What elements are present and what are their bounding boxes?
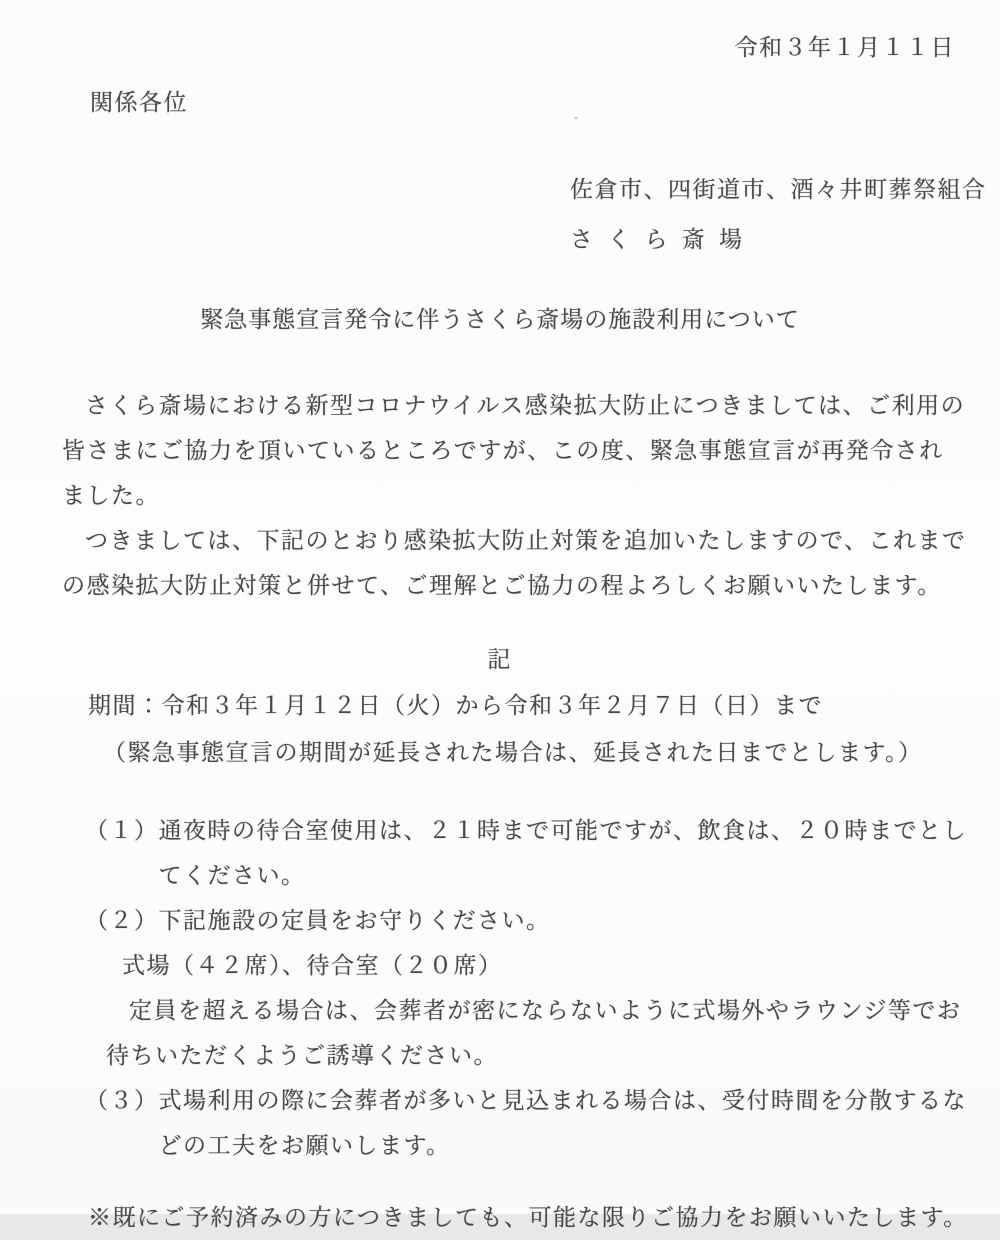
recipient-line: 関係各位 xyxy=(90,90,188,115)
footer-note: ※既にご予約済みの方につきましても、可能な限りご協力をお願いいたします。 xyxy=(88,1205,968,1230)
list-item-2-number: （２） xyxy=(85,908,159,933)
list-item-1-number: （１） xyxy=(85,818,159,843)
record-heading: 記 xyxy=(487,647,513,672)
list-item-2-capacity-line: 式場（４２席）、待合室（２０席） xyxy=(122,953,503,978)
list-item-3 xyxy=(0,1078,1000,1168)
list-item-2-guidance-line: 定員を超える場合は、会葬者が密にならないように式場外やラウンジ等でお待ちいただくようご誘導ください。 xyxy=(106,998,962,1068)
document-date: 令和３年１月１１日 xyxy=(734,35,955,60)
list-item-2 xyxy=(0,898,1000,943)
list-item-3-text: 式場利用の際に会葬者が多いと見込まれる場合は、受付時間を分散するなどの工夫をお願いします。 xyxy=(158,1088,967,1158)
period-line: 期間：令和３年１月１２日（火）から令和３年２月７日（日）まで xyxy=(88,693,823,718)
list-item-1 xyxy=(0,808,1000,898)
period-note: （緊急事態宣言の期間が延長された場合は、延長された日までとします。） xyxy=(103,740,923,765)
body-paragraph-2: つきましては、下記のとおり感染拡大防止対策を追加いたしますので、これまでの感染拡大防止対策と併せて、ご理解とご協力の程よろしくお願いいたします。 xyxy=(62,528,967,598)
document-title: 緊急事態宣言発令に伴うさくら斎場の施設利用について xyxy=(200,307,800,332)
numbered-items-list xyxy=(0,808,1000,1168)
sender-block xyxy=(0,165,1000,265)
list-item-1-text: 通夜時の待合室使用は、２１時まで可能ですが、飲食は、２０時までとしてください。 xyxy=(158,818,967,888)
list-item-3-number: （３） xyxy=(85,1088,159,1113)
body-paragraphs xyxy=(62,383,968,608)
sender-organization: 佐倉市、四街道市、酒々井町葬祭組合 xyxy=(570,177,987,202)
sender-name: さくら斎場 xyxy=(570,227,757,252)
body-paragraph-1: さくら斎場における新型コロナウイルス感染拡大防止につきましては、ご利用の皆さまにご協力を頂いているところですが、この度、緊急事態宣言が再発令されました。 xyxy=(62,393,966,508)
list-item-2-text: 下記施設の定員をお守りください。 xyxy=(158,908,551,933)
